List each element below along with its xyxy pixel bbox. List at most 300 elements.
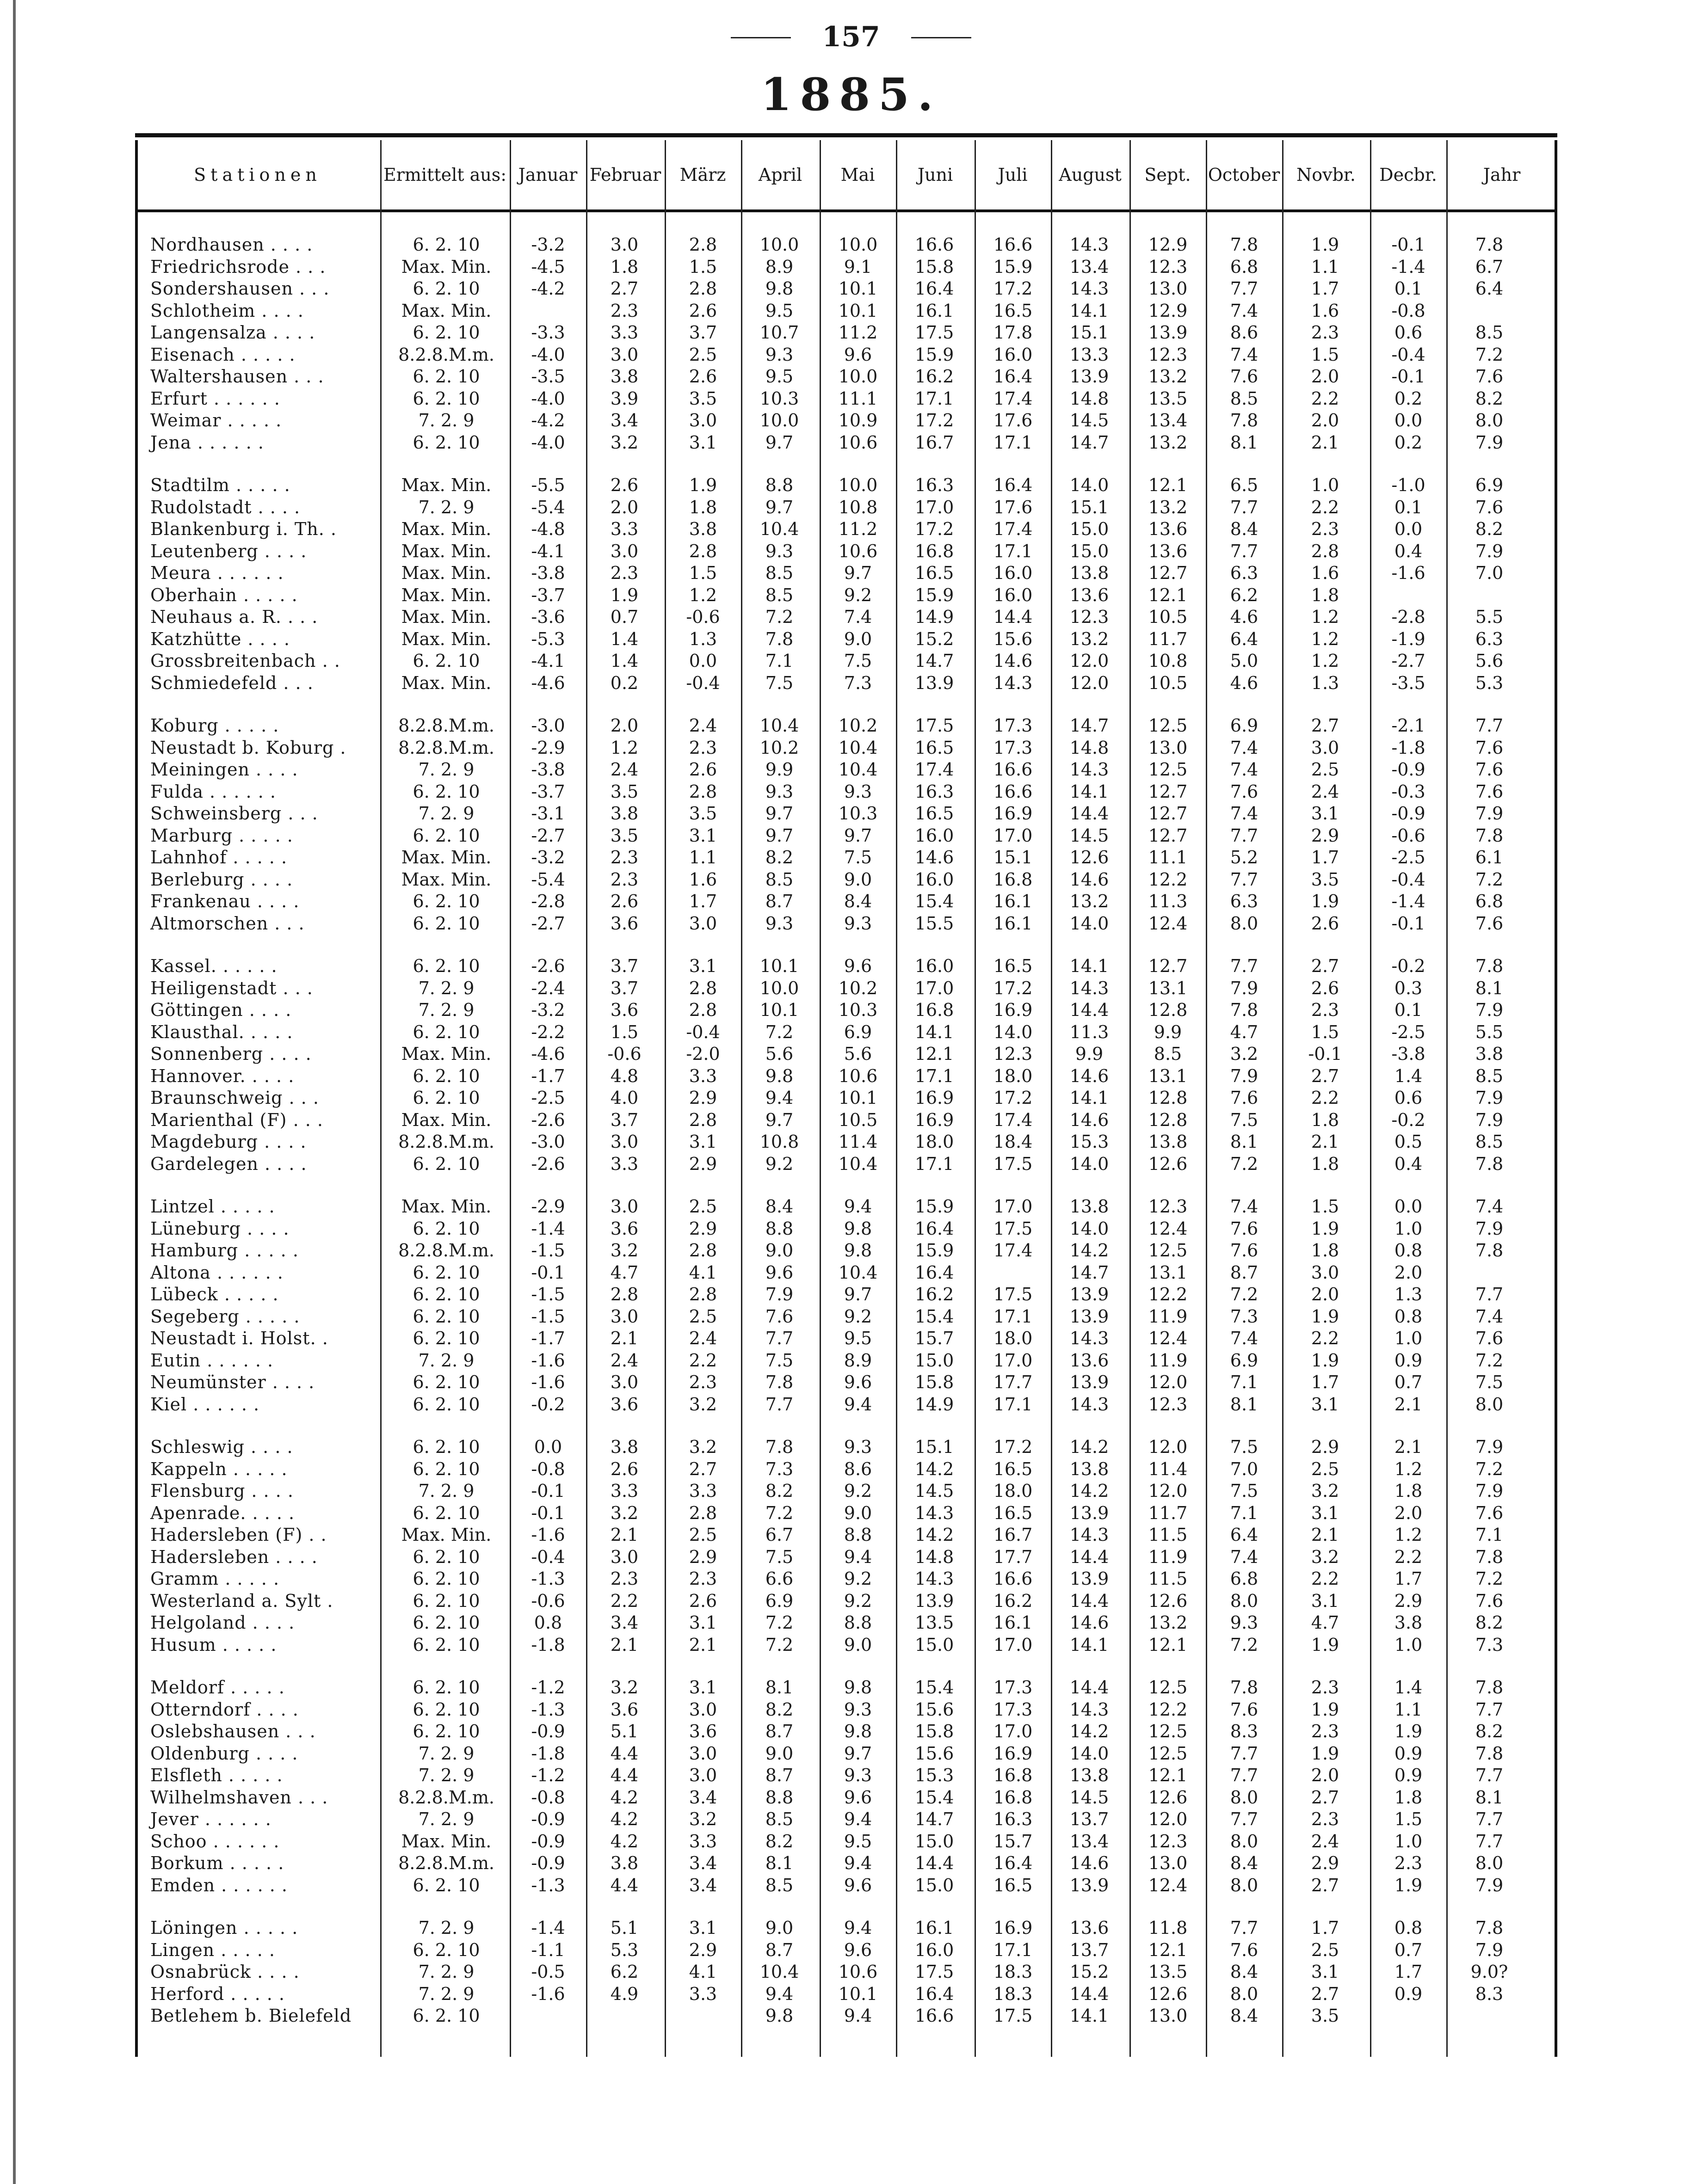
cell-juni: 16.4 — [914, 278, 954, 299]
cell-jahr — [1459, 584, 1519, 606]
cell-februar: 4.8 — [610, 1065, 639, 1086]
observation-times: 6. 2. 10 — [413, 1153, 480, 1174]
cell-jahr: 7.8 — [1475, 1677, 1504, 1698]
station-name: Gramm . . . . . — [150, 1569, 280, 1589]
cell-jahr: 7.9 — [1475, 1939, 1504, 1960]
cell-juli: 16.4 — [993, 366, 1033, 387]
cell-jahr: 8.2 — [1475, 1721, 1504, 1741]
cell-decbr: -0.6 — [1391, 825, 1425, 846]
cell-mai: 9.7 — [844, 825, 872, 846]
cell-novbr: 1.9 — [1311, 1699, 1339, 1720]
header-sept: Sept. — [1144, 165, 1191, 185]
table-row — [0, 1568, 1703, 1590]
cell-october: 7.1 — [1230, 1372, 1259, 1392]
cell-april: 8.2 — [765, 847, 794, 867]
observation-times: 6. 2. 10 — [413, 1306, 480, 1327]
cell-februar: 2.0 — [610, 497, 639, 517]
cell-mai: 9.8 — [844, 1240, 872, 1261]
cell-januar: -0.1 — [531, 1262, 565, 1283]
header-maerz: März — [679, 165, 726, 185]
cell-novbr: 2.2 — [1311, 1569, 1339, 1589]
cell-mai: 9.0 — [844, 1502, 872, 1523]
cell-februar: 1.4 — [610, 651, 639, 671]
cell-october: 6.3 — [1230, 563, 1259, 583]
cell-juli: 17.1 — [993, 432, 1033, 453]
cell-maerz: 0.0 — [689, 651, 717, 671]
cell-februar: 3.7 — [610, 1109, 639, 1130]
cell-juli: 16.3 — [993, 1809, 1033, 1829]
cell-jahr: 7.6 — [1475, 759, 1504, 780]
cell-decbr: 0.9 — [1394, 1765, 1423, 1785]
cell-mai: 10.9 — [838, 410, 878, 431]
cell-jahr: 7.2 — [1475, 1350, 1504, 1371]
cell-februar: 2.1 — [610, 1634, 639, 1655]
header-august: August — [1059, 165, 1122, 185]
cell-juli: 17.3 — [993, 715, 1033, 736]
cell-februar: 1.9 — [610, 584, 639, 605]
cell-juli: 18.0 — [993, 1328, 1033, 1348]
cell-januar: -1.2 — [531, 1765, 565, 1785]
cell-novbr: 2.0 — [1311, 410, 1339, 431]
cell-novbr: 1.5 — [1311, 344, 1339, 365]
table-row — [0, 1852, 1703, 1874]
cell-decbr: 1.8 — [1394, 1787, 1423, 1808]
observation-times: Max. Min. — [401, 672, 492, 693]
cell-novbr: 2.6 — [1311, 913, 1339, 934]
cell-august: 14.4 — [1069, 803, 1109, 824]
cell-jahr: 7.2 — [1475, 1569, 1504, 1589]
cell-october: 7.7 — [1230, 1765, 1259, 1785]
cell-october: 8.4 — [1230, 1853, 1259, 1873]
cell-juli: 17.0 — [993, 1350, 1033, 1371]
cell-februar: 0.7 — [610, 607, 639, 627]
cell-juli: 17.1 — [993, 1306, 1033, 1327]
station-name: Schleswig . . . . — [150, 1437, 293, 1457]
cell-decbr: 1.2 — [1394, 1525, 1423, 1545]
station-name: Lingen . . . . . — [150, 1939, 275, 1960]
cell-august: 14.7 — [1069, 432, 1109, 453]
cell-jahr: 7.4 — [1475, 1306, 1504, 1327]
cell-april: 10.4 — [759, 1962, 799, 1982]
cell-mai: 9.6 — [844, 344, 872, 365]
station-name: Emden . . . . . . — [150, 1875, 288, 1895]
cell-juni: 16.0 — [914, 825, 954, 846]
cell-januar: -2.6 — [531, 1153, 565, 1174]
cell-januar: -2.6 — [531, 1109, 565, 1130]
station-name: Gardelegen . . . . — [150, 1153, 307, 1174]
cell-sept: 12.2 — [1148, 869, 1188, 890]
cell-august: 13.8 — [1069, 1765, 1109, 1785]
cell-februar: 2.3 — [610, 869, 639, 890]
cell-mai: 9.0 — [844, 628, 872, 649]
cell-decbr: 1.0 — [1394, 1218, 1423, 1239]
header-februar: Februar — [589, 165, 661, 185]
cell-januar: -0.9 — [531, 1853, 565, 1873]
cell-mai: 9.4 — [844, 1918, 872, 1938]
cell-novbr: -0.1 — [1308, 1044, 1342, 1064]
cell-juli: 17.3 — [993, 1677, 1033, 1698]
cell-januar: -1.4 — [531, 1218, 565, 1239]
cell-april: 9.7 — [765, 497, 794, 517]
cell-novbr: 1.3 — [1311, 672, 1339, 693]
cell-october: 8.1 — [1230, 432, 1259, 453]
cell-juni: 12.1 — [914, 1044, 954, 1064]
cell-jahr: 6.3 — [1475, 628, 1504, 649]
observation-times: Max. Min. — [401, 1831, 492, 1852]
cell-mai: 7.5 — [844, 847, 872, 867]
cell-jahr: 7.6 — [1475, 1590, 1504, 1611]
table-row — [0, 256, 1703, 278]
cell-januar: -3.6 — [531, 607, 565, 627]
cell-august: 11.3 — [1069, 1021, 1109, 1042]
cell-jahr: 8.5 — [1475, 1132, 1504, 1152]
cell-august: 14.4 — [1069, 1590, 1109, 1611]
cell-august: 14.1 — [1069, 1088, 1109, 1108]
cell-april: 8.8 — [765, 1218, 794, 1239]
cell-januar: -5.4 — [531, 869, 565, 890]
cell-mai: 10.4 — [838, 1262, 878, 1283]
cell-jahr: 7.9 — [1475, 1875, 1504, 1895]
cell-januar: -0.1 — [531, 1481, 565, 1501]
header-decbr: Decbr. — [1379, 165, 1437, 185]
observation-times: 6. 2. 10 — [413, 1284, 480, 1304]
cell-october: 8.5 — [1230, 388, 1259, 409]
cell-october: 7.4 — [1230, 1196, 1259, 1217]
cell-novbr: 3.0 — [1311, 1262, 1339, 1283]
cell-januar: -4.2 — [531, 410, 565, 431]
cell-decbr: -0.3 — [1391, 781, 1425, 802]
cell-juni: 15.8 — [914, 256, 954, 277]
cell-october: 8.4 — [1230, 519, 1259, 539]
cell-maerz: 3.1 — [689, 1677, 717, 1698]
station-name: Erfurt . . . . . . — [150, 388, 280, 409]
cell-februar: 3.3 — [610, 1153, 639, 1174]
cell-novbr: 1.8 — [1311, 1153, 1339, 1174]
cell-juni: 16.8 — [914, 541, 954, 561]
cell-august: 14.7 — [1069, 1262, 1109, 1283]
cell-januar — [518, 2005, 578, 2027]
cell-august: 13.6 — [1069, 1350, 1109, 1371]
cell-august: 13.9 — [1069, 1875, 1109, 1895]
cell-juli — [983, 1261, 1043, 1284]
table-row — [0, 1043, 1703, 1065]
station-name: Frankenau . . . . — [150, 891, 300, 911]
cell-jahr: 7.0 — [1475, 563, 1504, 583]
table-row — [0, 1283, 1703, 1305]
table-row — [0, 1720, 1703, 1742]
station-name: Friedrichsrode . . . — [150, 256, 326, 277]
cell-august: 14.3 — [1069, 978, 1109, 998]
cell-april: 6.7 — [765, 1525, 794, 1545]
cell-decbr: 2.9 — [1394, 1590, 1423, 1611]
cell-mai: 9.4 — [844, 2006, 872, 2026]
table-row — [0, 1961, 1703, 1983]
cell-maerz: 3.3 — [689, 1831, 717, 1852]
table-row — [0, 868, 1703, 891]
cell-april: 8.5 — [765, 563, 794, 583]
cell-januar: -1.8 — [531, 1634, 565, 1655]
cell-sept: 12.9 — [1148, 300, 1188, 321]
cell-novbr: 1.7 — [1311, 278, 1339, 299]
cell-februar: 2.6 — [610, 475, 639, 495]
page-number: 157 — [731, 18, 971, 55]
cell-juli: 16.1 — [993, 1612, 1033, 1633]
cell-februar: 2.7 — [610, 278, 639, 299]
cell-januar: -3.8 — [531, 759, 565, 780]
cell-juli: 16.2 — [993, 1590, 1033, 1611]
cell-sept: 12.0 — [1148, 1809, 1188, 1829]
cell-maerz: 3.6 — [689, 1721, 717, 1741]
cell-juni: 16.5 — [914, 803, 954, 824]
cell-maerz: 3.1 — [689, 432, 717, 453]
cell-maerz: 2.6 — [689, 759, 717, 780]
cell-maerz: 2.5 — [689, 1306, 717, 1327]
cell-februar: 4.4 — [610, 1765, 639, 1785]
cell-juni: 13.5 — [914, 1612, 954, 1633]
table-row — [0, 1939, 1703, 1961]
cell-jahr: 7.2 — [1475, 1458, 1504, 1479]
cell-juli: 17.1 — [993, 541, 1033, 561]
cell-october: 7.7 — [1230, 825, 1259, 846]
cell-januar: -1.3 — [531, 1875, 565, 1895]
table-row — [0, 1349, 1703, 1372]
cell-decbr: -0.4 — [1391, 344, 1425, 365]
cell-sept: 12.5 — [1148, 1721, 1188, 1741]
cell-april: 7.7 — [765, 1328, 794, 1348]
cell-juni: 17.5 — [914, 322, 954, 343]
cell-januar: -1.7 — [531, 1065, 565, 1086]
cell-juli: 15.1 — [993, 847, 1033, 867]
cell-juli: 15.6 — [993, 628, 1033, 649]
cell-januar: -1.8 — [531, 1743, 565, 1764]
cell-october: 7.7 — [1230, 1743, 1259, 1764]
station-name: Lahnhof . . . . . — [150, 847, 288, 867]
station-name: Otterndorf . . . . — [150, 1699, 299, 1720]
cell-februar: 4.9 — [610, 1983, 639, 2004]
cell-august: 14.6 — [1069, 1109, 1109, 1130]
station-name: Oldenburg . . . . — [150, 1743, 298, 1764]
cell-april: 8.4 — [765, 1196, 794, 1217]
cell-juni: 16.5 — [914, 563, 954, 583]
station-name: Marienthal (F) . . . — [150, 1109, 323, 1130]
cell-april: 5.6 — [765, 1044, 794, 1064]
cell-februar: 1.8 — [610, 256, 639, 277]
cell-juli: 15.9 — [993, 256, 1033, 277]
observation-times: 8.2.8.M.m. — [398, 715, 494, 736]
cell-sept: 11.5 — [1148, 1525, 1188, 1545]
cell-jahr: 7.4 — [1475, 1196, 1504, 1217]
observation-times: 6. 2. 10 — [413, 651, 480, 671]
cell-april: 9.3 — [765, 913, 794, 934]
cell-april: 8.2 — [765, 1699, 794, 1720]
cell-februar: 2.2 — [610, 1590, 639, 1611]
cell-februar: 2.0 — [610, 715, 639, 736]
cell-mai: 10.6 — [838, 1962, 878, 1982]
observation-times: Max. Min. — [401, 300, 492, 321]
cell-juli: 17.6 — [993, 410, 1033, 431]
cell-juli: 12.3 — [993, 1044, 1033, 1064]
cell-april: 10.4 — [759, 715, 799, 736]
cell-novbr: 3.5 — [1311, 2006, 1339, 2026]
cell-januar: -1.2 — [531, 1677, 565, 1698]
header-stationen: Stationen — [194, 165, 321, 185]
cell-october: 7.8 — [1230, 234, 1259, 255]
cell-august: 14.1 — [1069, 2006, 1109, 2026]
cell-januar: -0.9 — [531, 1721, 565, 1741]
station-name: Kiel . . . . . . — [150, 1394, 260, 1415]
cell-october: 7.5 — [1230, 1437, 1259, 1457]
table-row — [0, 802, 1703, 824]
cell-novbr: 2.4 — [1311, 1831, 1339, 1852]
cell-august: 14.6 — [1069, 869, 1109, 890]
cell-april: 7.8 — [765, 628, 794, 649]
cell-decbr: 0.0 — [1394, 519, 1423, 539]
station-name: Göttingen . . . . — [150, 1000, 292, 1020]
cell-august: 14.1 — [1069, 300, 1109, 321]
cell-decbr: -2.1 — [1391, 715, 1425, 736]
cell-october: 6.3 — [1230, 891, 1259, 911]
cell-mai: 9.8 — [844, 1677, 872, 1698]
cell-decbr: 1.9 — [1394, 1875, 1423, 1895]
cell-maerz: 2.5 — [689, 1196, 717, 1217]
station-name: Elsfleth . . . . . — [150, 1765, 283, 1785]
cell-october: 4.6 — [1230, 672, 1259, 693]
observation-times: Max. Min. — [401, 607, 492, 627]
cell-decbr: 1.1 — [1394, 1699, 1423, 1720]
cell-mai: 9.5 — [844, 1831, 872, 1852]
cell-october: 7.7 — [1230, 497, 1259, 517]
cell-august: 14.3 — [1069, 1699, 1109, 1720]
cell-october: 6.5 — [1230, 475, 1259, 495]
cell-decbr: 1.7 — [1394, 1569, 1423, 1589]
cell-jahr: 6.7 — [1475, 256, 1504, 277]
station-name: Oberhain . . . . . — [150, 584, 298, 605]
observation-times: 7. 2. 9 — [418, 410, 475, 431]
observation-times: 7. 2. 9 — [418, 1481, 475, 1501]
table-row — [0, 606, 1703, 628]
cell-april: 6.9 — [765, 1590, 794, 1611]
cell-mai: 10.2 — [838, 978, 878, 998]
table-row — [0, 1239, 1703, 1261]
cell-novbr: 1.9 — [1311, 1634, 1339, 1655]
station-name: Blankenburg i. Th. . — [150, 519, 337, 539]
cell-mai: 10.0 — [838, 234, 878, 255]
station-name: Langensalza . . . . — [150, 322, 315, 343]
observation-times: 6. 2. 10 — [413, 1677, 480, 1698]
cell-october: 7.2 — [1230, 1634, 1259, 1655]
cell-mai: 9.2 — [844, 1306, 872, 1327]
cell-mai: 7.4 — [844, 607, 872, 627]
cell-juni: 16.5 — [914, 737, 954, 758]
cell-august: 14.4 — [1069, 1546, 1109, 1567]
table-row — [0, 1109, 1703, 1131]
cell-juni: 17.0 — [914, 978, 954, 998]
cell-october: 8.4 — [1230, 2006, 1259, 2026]
cell-novbr: 1.1 — [1311, 256, 1339, 277]
cell-februar: 3.3 — [610, 1481, 639, 1501]
cell-april: 8.8 — [765, 1787, 794, 1808]
cell-decbr: -0.1 — [1391, 366, 1425, 387]
cell-juli: 17.5 — [993, 1153, 1033, 1174]
cell-august: 13.6 — [1069, 584, 1109, 605]
cell-august: 13.8 — [1069, 1196, 1109, 1217]
table-row — [0, 584, 1703, 606]
cell-decbr: 0.2 — [1394, 432, 1423, 453]
cell-april: 7.2 — [765, 607, 794, 627]
cell-januar: -0.8 — [531, 1458, 565, 1479]
cell-august: 13.9 — [1069, 1502, 1109, 1523]
cell-maerz: 2.9 — [689, 1546, 717, 1567]
cell-februar: 3.4 — [610, 1612, 639, 1633]
cell-august: 14.6 — [1069, 1853, 1109, 1873]
cell-novbr: 2.0 — [1311, 366, 1339, 387]
cell-mai: 9.6 — [844, 956, 872, 976]
cell-januar: -0.2 — [531, 1394, 565, 1415]
cell-mai: 9.2 — [844, 1569, 872, 1589]
cell-august: 12.0 — [1069, 651, 1109, 671]
cell-october: 7.5 — [1230, 1109, 1259, 1130]
cell-jahr: 7.9 — [1475, 1481, 1504, 1501]
cell-decbr: -3.8 — [1391, 1044, 1425, 1064]
observation-times: 6. 2. 10 — [413, 781, 480, 802]
cell-jahr: 7.9 — [1475, 1088, 1504, 1108]
cell-juli: 17.2 — [993, 1437, 1033, 1457]
cell-januar: -2.9 — [531, 1196, 565, 1217]
cell-februar: 3.6 — [610, 1699, 639, 1720]
cell-juni: 17.1 — [914, 1153, 954, 1174]
cell-decbr: 0.3 — [1394, 978, 1423, 998]
cell-juni: 16.9 — [914, 1109, 954, 1130]
cell-mai: 9.7 — [844, 1743, 872, 1764]
cell-februar: 3.0 — [610, 1132, 639, 1152]
table-row — [0, 1786, 1703, 1809]
cell-januar: -1.3 — [531, 1699, 565, 1720]
cell-juli: 17.0 — [993, 1634, 1033, 1655]
cell-novbr: 3.1 — [1311, 1394, 1339, 1415]
cell-decbr: 0.4 — [1394, 541, 1423, 561]
cell-october: 7.7 — [1230, 278, 1259, 299]
cell-august: 14.0 — [1069, 1743, 1109, 1764]
table-row — [0, 1590, 1703, 1612]
table-row — [0, 1764, 1703, 1786]
cell-april: 10.0 — [759, 234, 799, 255]
cell-juni: 17.2 — [914, 519, 954, 539]
cell-juni: 15.9 — [914, 584, 954, 605]
cell-juni: 14.4 — [914, 1853, 954, 1873]
cell-februar: 3.9 — [610, 388, 639, 409]
cell-april: 7.7 — [765, 1394, 794, 1415]
cell-januar: -1.7 — [531, 1328, 565, 1348]
cell-april: 7.2 — [765, 1634, 794, 1655]
cell-jahr: 7.9 — [1475, 1437, 1504, 1457]
cell-juni: 15.4 — [914, 1306, 954, 1327]
cell-juli: 14.4 — [993, 607, 1033, 627]
cell-februar: 3.6 — [610, 1000, 639, 1020]
table-row — [0, 1917, 1703, 1939]
observation-times: 6. 2. 10 — [413, 1634, 480, 1655]
cell-januar: 0.0 — [534, 1437, 562, 1457]
cell-april: 9.8 — [765, 278, 794, 299]
table-row — [0, 1436, 1703, 1458]
cell-april: 9.3 — [765, 344, 794, 365]
cell-januar: -4.0 — [531, 344, 565, 365]
cell-mai: 9.4 — [844, 1809, 872, 1829]
station-name: Segeberg . . . . . — [150, 1306, 300, 1327]
cell-januar: -3.2 — [531, 1000, 565, 1020]
cell-januar: -1.6 — [531, 1350, 565, 1371]
cell-decbr: 0.9 — [1394, 1350, 1423, 1371]
cell-novbr: 1.9 — [1311, 1350, 1339, 1371]
